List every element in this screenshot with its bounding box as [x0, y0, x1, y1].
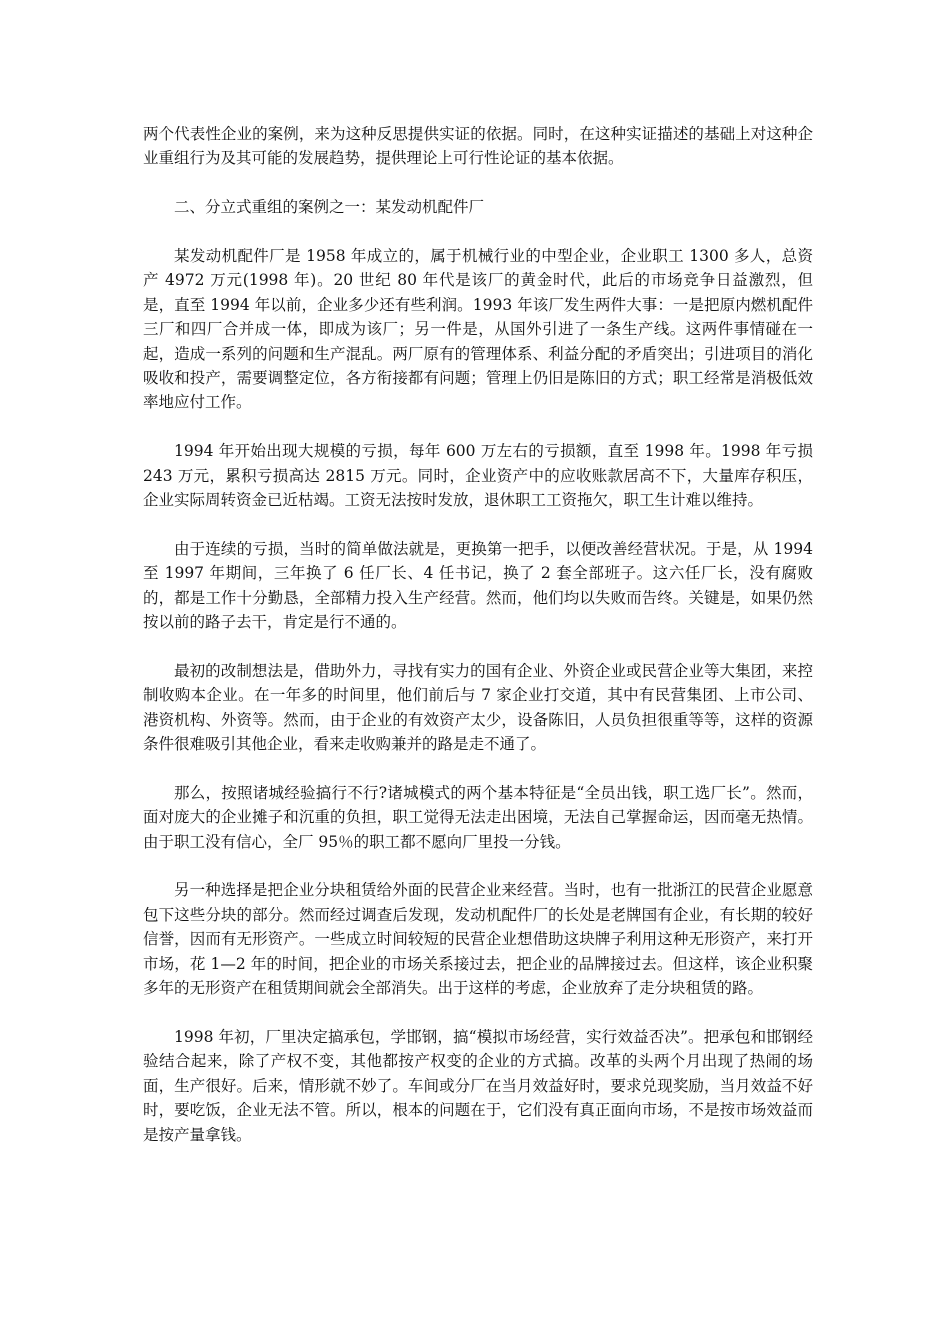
document-body: [143, 122, 813, 1171]
intro-paragraph: 两个代表性企业的案例，来为这种反思提供实证的依据。同时，在这种实证描述的基础上对这种企业重组行为及其可能的发展趋势，提供理论上可行性论证的基本依据。: [143, 125, 813, 168]
section-heading: 二、分立式重组的案例之一：某发动机配件厂: [174, 198, 485, 217]
body-paragraph: 另一种选择是把企业分块租赁给外面的民营企业来经营。当时，也有一批浙江的民营企业愿意包下这些分块的部分。然而经过调查后发现，发动机配件厂的长处是老牌国有企业，有长期的较好信誉，因而有无形资产。一些成立时间较短的民营企业想借助这块牌子利用这种无形资产，来打开市场，花 1—2 年的时间，把企业的市场关系接过去，把企业的品牌接过去。但这样，该企业积聚多年的无形资产在租赁期间就会全部消失。出于这样的考虑，企业放弃了走分块租赁的路。: [143, 881, 813, 998]
body-paragraph: 1998 年初，厂里决定搞承包，学邯钢，搞“模拟市场经营，实行效益否决”。把承包和邯钢经验结合起来，除了产权不变，其他都按产权变的企业的方式搞。改革的头两个月出现了热闹的场面，生产很好。后来，情形就不妙了。车间或分厂在当月效益好时，要求兑现奖励，当月效益不好时，要吃饭，企业无法不管。所以，根本的问题在于，它们没有真正面向市场，不是按市场效益而是按产量拿钱。: [143, 1027, 813, 1144]
body-paragraph: 由于连续的亏损，当时的简单做法就是，更换第一把手，以便改善经营状况。于是，从 1994 至 1997 年期间，三年换了 6 任厂长、4 任书记，换了 2 套全部班子。这六任厂长，没有腐败的，都是工作十分勤恳，全部精力投入生产经营。然而，他们均以失败而告终。关键是，如果仍然按以前的路子去干，肯定是行不通的。: [143, 539, 813, 632]
body-paragraph: 那么，按照诸城经验搞行不行?诸城模式的两个基本特征是“全员出钱，职工选厂长”。然而，面对庞大的企业摊子和沉重的负担，职工觉得无法走出困境，无法自己掌握命运，因而毫无热情。由于职工没有信心，全厂 95％的职工都不愿向厂里投一分钱。: [143, 783, 813, 851]
body-paragraph: 最初的改制想法是，借助外力，寻找有实力的国有企业、外资企业或民营企业等大集团，来控制收购本企业。在一年多的时间里，他们前后与 7 家企业打交道，其中有民营集团、上市公司、港资机构、外资等。然而，由于企业的有效资产太少，设备陈旧，人员负担很重等等，这样的资源条件很难吸引其他企业，看来走收购兼并的路是走不通了。: [143, 661, 813, 754]
body-paragraph: 1994 年开始出现大规模的亏损，每年 600 万左右的亏损额，直至 1998 年。1998 年亏损 243 万元，累积亏损高达 2815 万元。同时，企业资产中的应收账款居高不下，大量库存积压，企业实际周转资金已近枯竭。工资无法按时发放，退休职工工资拖欠，职工生计难以维持。: [143, 442, 813, 510]
body-paragraph: 某发动机配件厂是 1958 年成立的，属于机械行业的中型企业，企业职工 1300 多人，总资产 4972 万元(1998 年)。20 世纪 80 年代是该厂的黄金时代，此后的市场竞争日益激烈，但是，直至 1994 年以前，企业多少还有些利润。1993 年该厂发生两件大事：一是把原内燃机配件三厂和四厂合并成一体，即成为该厂；另一件是，从国外引进了一条生产线。这两件事情碰在一起，造成一系列的问题和生产混乱。两厂原有的管理体系、利益分配的矛盾突出；引进项目的消化吸收和投产，需要调整定位，各方衔接都有问题；管理上仍旧是陈旧的方式；职工经常是消极低效率地应付工作。: [143, 247, 813, 412]
